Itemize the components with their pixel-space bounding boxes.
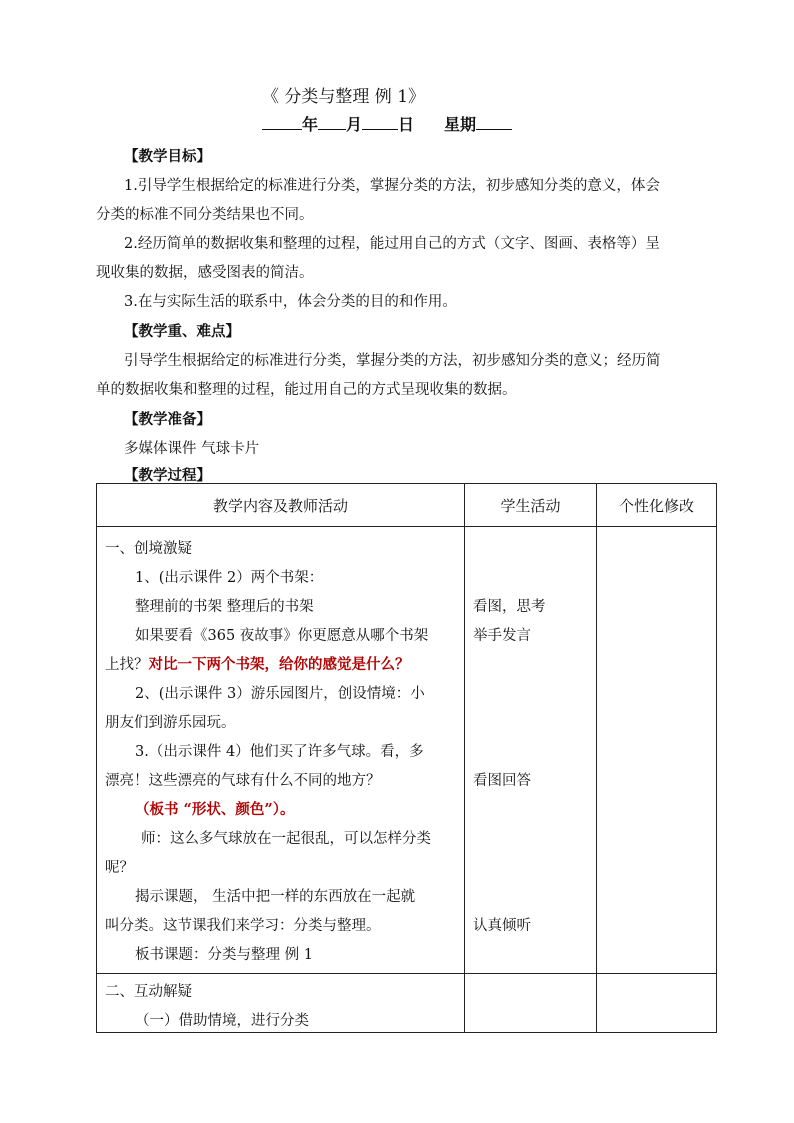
content-line <box>105 653 410 674</box>
header-teacher-activity: 教学内容及教师活动 <box>97 484 465 527</box>
content-line: 师：这么多气球放在一起很乱，可以怎样分类 <box>141 831 431 847</box>
goal-2-line-2: 现收集的数据，感受图表的简洁。 <box>96 265 314 281</box>
content-line: 1、(出示课件 2）两个书架： <box>135 570 324 586</box>
content-line: 2、(出示课件 3）游乐园图片，创设情境：小 <box>135 686 425 702</box>
personal-notes-cell <box>597 527 717 974</box>
goal-3: 3.在与实际生活的联系中，体会分类的目的和作用。 <box>124 294 457 310</box>
table-row <box>97 527 717 974</box>
process-table <box>96 483 717 1033</box>
day-label: 日 <box>398 115 415 134</box>
board-note: （板书 “形状、颜色”）。 <box>135 801 295 818</box>
header-personal-notes: 个性化修改 <box>597 484 717 527</box>
content-line: 整理前的书架 整理后的书架 <box>135 599 314 615</box>
date-line <box>262 112 512 135</box>
goal-1-line-2: 分类的标准不同分类结果也不同。 <box>96 207 314 223</box>
content-line: 朋友们到游乐园玩。 <box>105 715 236 731</box>
preparation-heading: 【教学准备】 <box>124 411 211 428</box>
section-2-title: 二、互动解疑 <box>105 984 192 1000</box>
key-points-heading: 【教学重、难点】 <box>124 323 240 340</box>
student-line: 看图，思考 <box>473 599 546 615</box>
student-line: 认真倾听 <box>473 918 531 934</box>
month-label: 月 <box>346 115 363 134</box>
content-line: （一）借助情境，进行分类 <box>135 1013 309 1029</box>
student-activity-cell <box>465 974 597 1033</box>
student-line: 举手发言 <box>473 628 531 644</box>
document-title: 《 分类与整理 例 1》 <box>262 87 426 107</box>
key-points-line-1: 引导学生根据给定的标准进行分类，掌握分类的方法，初步感知分类的意义；经历简 <box>124 353 661 369</box>
weekday-label: 星期 <box>444 115 477 134</box>
table-row <box>97 974 717 1033</box>
goal-1-line-1: 1.引导学生根据给定的标准进行分类，掌握分类的方法，初步感知分类的意义，体会 <box>124 178 660 194</box>
content-line: 3.（出示课件 4）他们买了许多气球。看，多 <box>135 744 424 760</box>
content-line: 揭示课题， 生活中把一样的东西放在一起就 <box>135 889 416 905</box>
process-heading: 【教学过程】 <box>124 467 211 484</box>
table-header-row <box>97 484 717 527</box>
key-points-line-2: 单的数据收集和整理的过程，能过用自己的方式呈现收集的数据。 <box>96 382 517 398</box>
content-line: 漂亮！这些漂亮的气球有什么不同的地方？ <box>105 773 381 789</box>
content-line: 如果要看《365 夜故事》你更愿意从哪个书架 <box>135 628 429 644</box>
year-label: 年 <box>302 115 319 134</box>
header-student-activity: 学生活动 <box>465 484 597 527</box>
content-line: 板书课题：分类与整理 例 1 <box>135 947 313 963</box>
preparation-text: 多媒体课件 气球卡片 <box>124 441 260 457</box>
personal-notes-cell <box>597 974 717 1033</box>
goal-2-line-1: 2.经历简单的数据收集和整理的过程，能过用自己的方式（文字、图画、表格等）呈 <box>124 236 660 252</box>
highlight-question: 对比一下两个书架，给你的感觉是什么？ <box>148 656 410 673</box>
goals-heading: 【教学目标】 <box>124 148 211 165</box>
content-line: 叫分类。这节课我们来学习：分类与整理。 <box>105 918 381 934</box>
content-line: 呢？ <box>105 860 134 876</box>
section-1-title: 一、创境激疑 <box>105 541 192 557</box>
student-line: 看图回答 <box>473 773 531 789</box>
content-text: 上找？ <box>105 657 149 673</box>
